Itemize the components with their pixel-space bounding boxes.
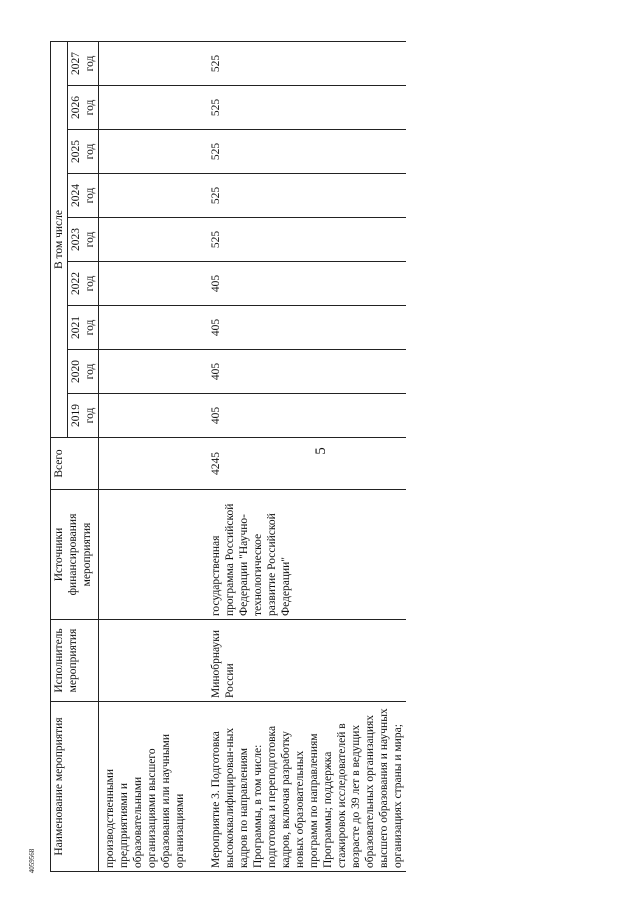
header-year: 2026 год: [68, 86, 99, 130]
header-year: 2024 год: [68, 174, 99, 218]
header-year: 2021 год: [68, 306, 99, 350]
header-year: 2022 год: [68, 262, 99, 306]
row-year-value: 405: [203, 394, 406, 438]
row-total: 4245: [203, 438, 406, 490]
row-year-value: [99, 174, 204, 218]
row-name: Мероприятие 3. Подготовка высококвалифицирован-ных кадров по направлениям Программы, в том числе: подготовка и переподготовка кадров, включая разработку новых образовательных программ по направлениям Программы; поддержка стажировок исследователей в возрасте до 39 лет в ведущих образовательных организациях высшего образования и научных организациях страны и мира;: [203, 702, 406, 872]
row-year-value: 525: [203, 86, 406, 130]
row-year-value: 405: [203, 306, 406, 350]
row-year-value: 405: [203, 262, 406, 306]
header-executor: Исполнитель мероприятия: [51, 620, 99, 702]
table-body: [99, 41, 407, 871]
row-year-value: [99, 86, 204, 130]
row-year-value: 525: [203, 130, 406, 174]
row-year-value: [99, 306, 204, 350]
row-source: [99, 490, 204, 620]
row-year-value: [99, 262, 204, 306]
row-year-value: [99, 41, 204, 85]
header-name: Наименование мероприятия: [51, 702, 99, 872]
row-year-value: [99, 394, 204, 438]
row-year-value: 525: [203, 41, 406, 85]
row-year-value: [99, 350, 204, 394]
row-year-value: 525: [203, 174, 406, 218]
header-year: 2027 год: [68, 41, 99, 85]
row-executor: Минобрнауки России: [203, 620, 406, 702]
header-total: Всего: [51, 438, 99, 490]
table-row: [203, 41, 406, 871]
row-source: государственная программа Российской Федерации "Научно-технологическое развитие Российской Федерации": [203, 490, 406, 620]
header-year: 2023 год: [68, 218, 99, 262]
row-executor: [99, 620, 204, 702]
row-year-value: [99, 130, 204, 174]
rotated-table-container: [50, 32, 590, 872]
activities-table: [50, 41, 406, 872]
row-year-value: 405: [203, 350, 406, 394]
page-number: 5: [313, 447, 329, 455]
row-year-value: 525: [203, 218, 406, 262]
table-row: [99, 41, 204, 871]
row-year-value: [99, 218, 204, 262]
header-year: 2025 год: [68, 130, 99, 174]
document-code: 4059568: [28, 848, 36, 874]
header-year: 2020 год: [68, 350, 99, 394]
row-name: производственными предприятиями и образовательными организациями высшего образования или научными организациями: [99, 702, 204, 872]
header-source: Источники финансирования мероприятия: [51, 490, 99, 620]
header-including: В том числе: [51, 41, 68, 437]
header-year: 2019 год: [68, 394, 99, 438]
table-header: [51, 41, 99, 871]
row-total: [99, 438, 204, 490]
